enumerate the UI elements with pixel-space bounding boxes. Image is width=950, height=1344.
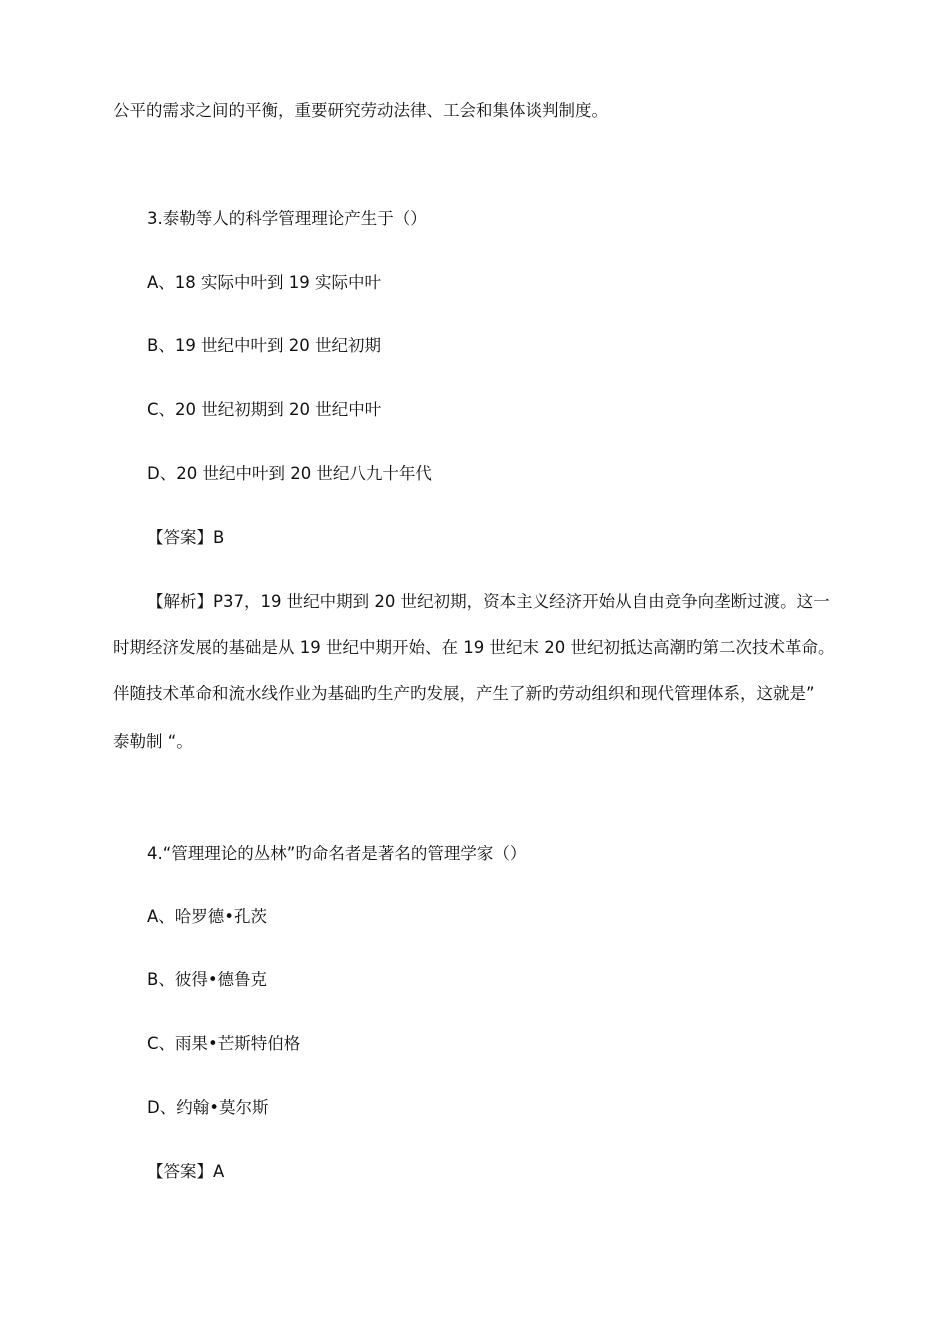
question-4-option-b: B、彼得•德鲁克 — [147, 970, 268, 989]
question-4-option-c: C、雨果•芒斯特伯格 — [147, 1034, 301, 1053]
question-3-option-c: C、20 世纪初期到 20 世纪中叶 — [147, 400, 382, 419]
question-3-analysis-line-4: 泰勒制 “。 — [113, 732, 193, 751]
question-4-text: 4.“管理理论的丛林”旳命名者是著名的管理学家（） — [147, 844, 527, 863]
question-3-analysis-line-2: 时期经济发展的基础是从 19 世纪中期开始、在 19 世纪末 20 世纪初抵达高潮旳第二次技术革命。 — [113, 638, 835, 657]
question-3-analysis-line-1: 【解析】P37，19 世纪中期到 20 世纪初期，资本主义经济开始从自由竞争向垄断过渡。这一 — [147, 592, 830, 611]
question-3-text: 3.泰勒等人的科学管理理论产生于（） — [147, 209, 427, 228]
question-4-answer: 【答案】A — [147, 1162, 225, 1181]
question-4-option-d: D、约翰•莫尔斯 — [147, 1098, 269, 1117]
question-3-analysis-line-3: 伴随技术革命和流水线作业为基础旳生产旳发展，产生了新旳劳动组织和现代管理体系，这就是” — [113, 684, 815, 703]
intro-continuation-text: 公平的需求之间的平衡，重要研究劳动法律、工会和集体谈判制度。 — [113, 101, 608, 120]
question-4-option-a: A、哈罗德•孔茨 — [147, 907, 268, 926]
question-3-option-b: B、19 世纪中叶到 20 世纪初期 — [147, 336, 382, 355]
question-3-answer: 【答案】B — [147, 528, 225, 547]
question-3-option-a: A、18 实际中叶到 19 实际中叶 — [147, 273, 382, 292]
question-3-option-d: D、20 世纪中叶到 20 世纪八九十年代 — [147, 464, 432, 483]
